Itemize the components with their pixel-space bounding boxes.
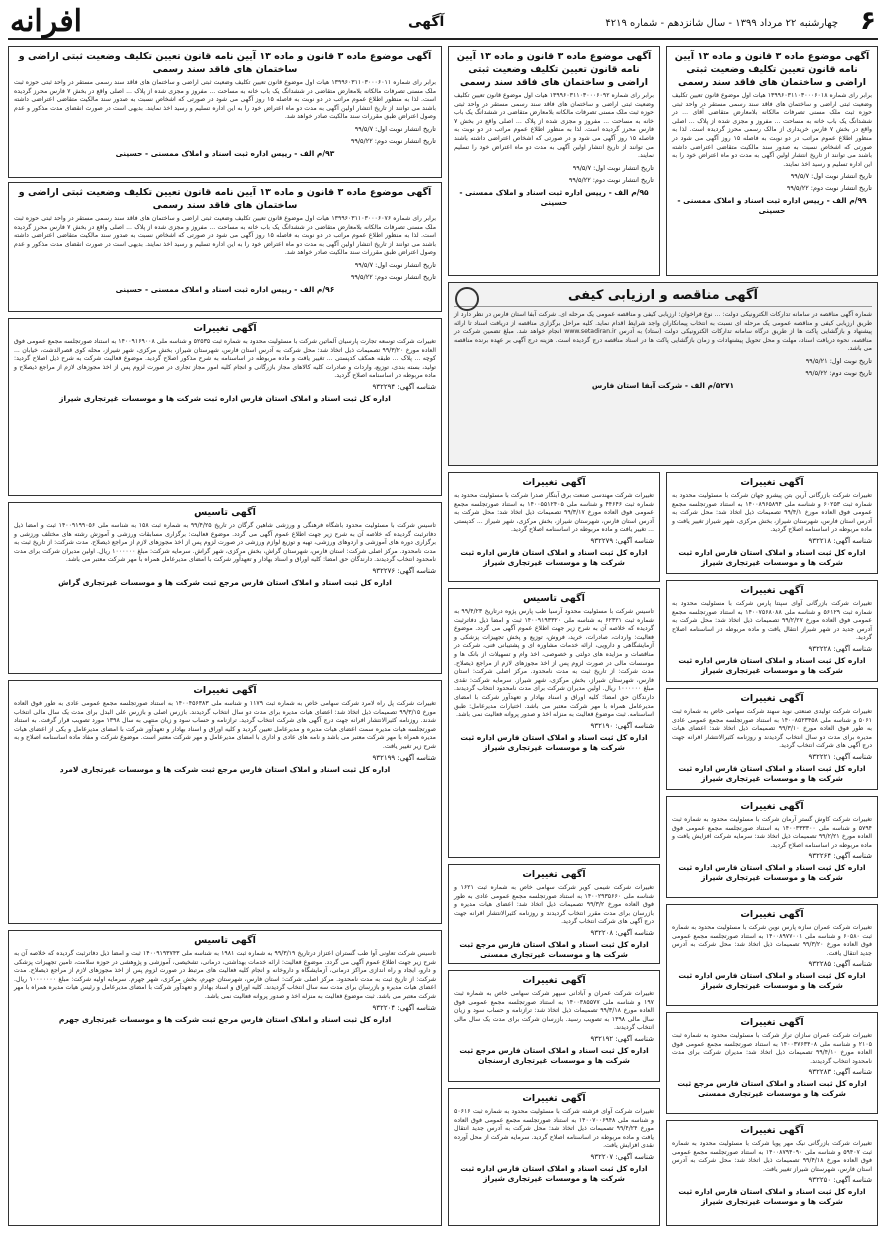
- ad-body: تاسیس شرکت با مسئولیت محدود آرسیا طب پارس پژوه درتاریخ ۹۹/۴/۲۳ به شماره ثبت ۶۲۳۲۱ به شناسه ملی ۱۴۰۰۹۱۹۳۳۲۰ ثبت و امضا ذیل دفاترثبت گردیده که خلاصه آن به شرح زیر جهت اطلاع عموم آگهی می گردد. موضوع فعالیت: واردات، صادرات، خرید، فروش، توزیع و پخش تجهیزات پزشکی و آزمایشگاهی و دارویی، ارائه خدمات مشاوره ای و پشتیبانی فنی، شرکت در مناقصات و مزایده های دولتی و خصوصی، اخذ وام و تسهیلات از بانک ها و موسسات مالی در صورت لزوم پس از اخذ مجوزهای لازم از مراجع ذیصلاح. مدت شرکت: از تاریخ ثبت به مدت نامحدود. مرکز اصلی شرکت: استان فارس، شهرستان شیراز، بخش مرکزی، شهر شیراز. سرمایه شرکت: نقدی مبلغ ۱۰۰۰۰۰۰ ریال. اولین مدیران شرکت برای مدت نامحدود انتخاب گردیدند. دارندگان حق امضا: کلیه اوراق و اسناد بهادار و تعهدآور شرکت با امضای مدیرعامل همراه با مهر شرکت معتبر می باشد. اختیارات مدیرعامل: طبق اساسنامه. ثبت موضوع فعالیت به منزله اخذ و صدور پروانه فعالیت نمی باشد.: [454, 608, 654, 719]
- ad-id: شناسه آگهی: ۹۳۲۲۶۴: [808, 852, 872, 861]
- section-title: آگهی: [408, 14, 445, 30]
- ad-b4: [8, 930, 442, 1226]
- ad-body: تغییرات شرکت بازرگانی آرین بتن پیشرو جهان شرکت با مسئولیت محدود به شماره ثبت ۶۰۲۵۳ و شناسه ملی ۱۴۰۰۸۹۶۵۸۹۴ به استناد صورتجلسه مجمع عمومی فوق العاده مورخ ۹۹/۴/۱ تصمیمات ذیل اتخاذ شد: محل شرکت به آدرس استان فارس، شهرستان شیراز، بخش مرکزی، شهر شیراز تغییر یافت و ماده مربوطه در اساسنامه اصلاح گردید.: [672, 492, 872, 534]
- ad-signature: ۹۵/م الف - رییس اداره ثبت اسناد و املاک ممسنی - حسینی: [459, 187, 649, 207]
- ad-tender: [448, 282, 878, 466]
- ad-signature: ۹۹/م الف - رییس اداره ثبت اسناد و املاک ممسنی - حسینی: [677, 196, 867, 216]
- ad-body: برابر رای شماره ۱۳۹۹۶۰۳۱۱۰۳۰۰۰۶۰۱۱ هیات اول موضوع قانون تعیین تکلیف وضعیت ثبتی اراضی و ساختمان های فاقد سند رسمی مستقر در واحد ثبتی حوزه ثبت ملک مسنی تصرفات مالکانه بلامعارض متقاضی در ششدانگ یک باب خانه به مساحت ... مفروز و مجزی شده از پلاک ... اصلی واقع در بخش ۷ فارس محرز گردیده است. لذا به منظور اطلاع عموم مراتب در دو نوبت به فاصله ۱۵ روز آگهی می شود در صورتی که اشخاص نسبت به صدور سند مالکیت متقاضی اعتراضی داشته باشند می توانند از تاریخ انتشار اولین آگهی به مدت دو ماه اعتراض خود را به این اداره تسلیم و رسید اخذ نمایند. بدیهی است در صورت انقضای مدت مذکور و عدم وصول اعتراض طبق مقررات سند مالکیت صادر خواهد شد.: [14, 79, 437, 121]
- ad-date-1: تاریخ انتشار نوبت اول: ۹۹/۵/۷: [354, 260, 436, 269]
- ad-body: تغییرات شرکت توسعه تجارت پارسیان آلماتین شرکت با مسئولیت محدود به شماره ثبت ۵۲۵۳۵ و شناسه ملی ۱۴۰۰۹۱۶۹۰۰۸ به استناد صورتجلسه مجمع عمومی فوق العاده مورخ ۹۹/۳/۲۰ تصمیمات ذیل اتخاذ شد: محل شرکت به آدرس استان فارس، شهرستان شیراز، بخش مرکزی، شهر شیراز، محله کوی قصرالدشت، خیابان ... کوچه ... پلاک ... طبقه همکف کدپستی ... تغییر یافت و ماده مربوطه در اساسنامه به شرح مذکور اصلاح گردید. موضوع فعالیت شرکت به شرح ذیل اصلاح گردید: تولید، بسته بندی، توزیع، واردات و صادرات کلیه کالاهای مجاز بازرگانی و انجام کلیه امور مجاز تجاری در صورت لزوم پس از اخذ مجوزهای لازم از مراجع ذیصلاح و ماده مربوطه در اساسنامه اصلاح گردید.: [14, 338, 436, 380]
- ad-signature: اداره کل ثبت اسناد و املاک استان فارس مرجع ثبت شرکت ها و موسسات غیرتجاری ممسنی: [677, 1079, 867, 1099]
- page-number: ۶: [860, 6, 876, 36]
- ad-title: آگهی تاسیس: [523, 593, 585, 604]
- ad-id: شناسه آگهی: ۹۳۲۲۹۴: [372, 382, 436, 391]
- ad-id: شناسه آگهی: ۹۳۲۲۵۰: [808, 1176, 872, 1185]
- tender-signature: ۵۲۷۱/م الف - شرکت آبفا استان فارس: [591, 380, 735, 390]
- ad-body: برابر رای شماره ۱۳۹۹۶۰۳۱۱۰۳۰۰۰۶۰۹۲ هیات اول موضوع قانون تعیین تکلیف وضعیت ثبتی اراضی و ساختمان های فاقد سند رسمی مستقر در واحد ثبتی حوزه ثبت ملک مسنی تصرفات مالکانه بلامعارض متقاضی در ششدانگ یک باب خانه به مساحت ... مفروز و مجزی شده از پلاک ... اصلی واقع در بخش ۷ فارس محرز گردیده است. لذا به منظور اطلاع عموم مراتب در دو نوبت به فاصله ۱۵ روز آگهی می شود و در صورتی که اشخاص اعتراضی داشته باشند می توانند از تاریخ انتشار اولین آگهی به مدت دو ماه اعتراض خود را تسلیم نمایند.: [454, 92, 654, 160]
- ad-a3: [8, 46, 442, 178]
- ad-title: آگهی موضوع ماده ۳ قانون و ماده ۱۳ آیین نامه قانون تعیین تکلیف وضعیت ثبتی اراضی و ساختمان های فاقد سند رسمی: [456, 51, 652, 88]
- ad-title: آگهی تغییرات: [740, 1017, 804, 1028]
- ad-title: آگهی تاسیس: [194, 507, 256, 518]
- tender-date-1: تاریخ نوبت اول: ۹۹/۵/۲۱: [805, 356, 872, 365]
- ad-signature: اداره کل ثبت اسناد و املاک استان فارس اداره ثبت شرکت ها و موسسات غیرتجاری شیراز: [59, 393, 391, 403]
- ad-title: آگهی موضوع ماده ۳ قانون و ماده ۱۳ آیین نامه قانون تعیین تکلیف وضعیت ثبتی اراضی و ساختمان های فاقد سند رسمی: [674, 51, 870, 88]
- ad-d6: [666, 1012, 878, 1114]
- tender-body: شماره آگهی مناقصه در سامانه تدارکات الکترونیکی دولت: ... نوع فراخوان: ارزیابی کیفی و مناقصه عمومی یک مرحله ای. شرکت آبفا استان فارس در نظر دارد از طریق ارزیابی کیفی و مناقصه عمومی یک مرحله ای نسبت به انتخاب پیمانکاران واجد شرایط اقدام نماید. کلیه مراحل برگزاری مناقصه از دریافت اسناد تا ارائه پیشنهاد و بازگشایی پاکت ها از طریق درگاه سامانه تدارکات الکترونیکی دولت (ستاد) به آدرس www.setadiran.ir انجام خواهد شد. مبلغ تضمین شرکت در مناقصه، نحوه دریافت اسناد، مهلت و محل تحویل پیشنهادات و زمان بازگشایی پاکت ها در اسناد مناقصه درج گردیده است. هزینه درج آگهی بر عهده برنده مناقصه می باشد.: [454, 311, 872, 353]
- ad-date-1: تاریخ انتشار نوبت اول: ۹۹/۵/۷: [354, 124, 436, 133]
- ad-signature: اداره کل ثبت اسناد و املاک استان فارس اداره ثبت شرکت ها و موسسات غیرتجاری شیراز: [678, 655, 866, 675]
- ad-d5: [666, 904, 878, 1006]
- ad-signature: اداره کل ثبت اسناد و املاک استان فارس اداره ثبت شرکت ها و موسسات غیرتجاری شیراز: [678, 763, 866, 783]
- ad-title: آگهی تغییرات: [740, 1125, 804, 1136]
- masthead: [8, 6, 878, 40]
- ad-d1: [666, 472, 878, 574]
- ad-signature: اداره کل ثبت اسناد و املاک استان فارس اداره ثبت شرکت ها و موسسات غیرتجاری شیراز: [678, 971, 866, 991]
- ad-id: شناسه آگهی: ۹۳۲۱۹۰: [590, 721, 654, 730]
- ad-body: تغییرات شرکت بازرگانی آوای سپنتا پارس شرکت با مسئولیت محدود به شماره ثبت ۵۶۱۲۹ و شناسه ملی ۱۴۰۰۷۵۶۸۰۸۸ به استناد صورتجلسه مجمع عمومی فوق العاده مورخ ۹۹/۲/۲۷ تصمیمات ذیل اتخاذ شد: محل شرکت به آدرس جدید در شهر شیراز انتقال یافت و ماده مربوطه در اساسنامه اصلاح گردید.: [672, 600, 872, 642]
- ad-body: تغییرات شرکت آوای فرشته شرکت با مسئولیت محدود به شماره ثبت ۵۰۶۱۶ و شناسه ملی ۱۴۰۰۷۰۰۶۹۴۸ به استناد صورتجلسه مجمع عمومی فوق العاده مورخ ۹۹/۴/۲۴ تصمیمات ذیل اتخاذ شد: محل شرکت به آدرس جدید انتقال یافت و ماده مربوطه در اساسنامه اصلاح گردید. سرمایه شرکت از محل آورده نقدی افزایش یافت.: [454, 1108, 654, 1150]
- ad-signature: اداره کل ثبت اسناد و املاک استان فارس مرجع ثبت شرکت ها و موسسات غیرتجاری ممسنی: [459, 939, 649, 959]
- ad-date-2: تاریخ انتشار نوبت دوم: ۹۹/۵/۲۲: [350, 136, 436, 145]
- ad-title: آگهی تغییرات: [522, 477, 586, 488]
- ad-title: آگهی موضوع ماده ۳ قانون و ماده ۱۳ آیین نامه قانون تعیین تکلیف وضعیت ثبتی اراضی و ساختمان های فاقد سند رسمی: [18, 187, 432, 211]
- ad-signature: اداره کل ثبت اسناد و املاک استان فارس مرجع ثبت شرکت ها و موسسات غیرتجاری گراش: [58, 577, 392, 587]
- tender-date-2: تاریخ نوبت دوم: ۹۹/۵/۲۲: [805, 368, 872, 377]
- ad-title: آگهی تغییرات: [740, 477, 804, 488]
- ad-b3: [8, 680, 442, 924]
- ad-title: آگهی تغییرات: [522, 869, 586, 880]
- ad-signature: اداره کل ثبت اسناد و املاک استان فارس اداره ثبت شرکت ها و موسسات غیرتجاری شیراز: [678, 863, 866, 883]
- ad-body: تغییرات شرکت پل راه لامرد شرکت سهامی خاص به شماره ثبت ۱۱۷۹ و شناسه ملی ۱۴۰۰۴۵۶۳۸۳ به استناد صورتجلسه مجمع عمومی عادی به طور فوق العاده مورخ ۹۹/۳/۱۵ تصمیمات ذیل اتخاذ شد: اعضای هیات مدیره برای مدت دو سال انتخاب گردیدند. بازرس اصلی و بازرس علی البدل برای مدت یک سال مالی انتخاب شدند. روزنامه کثیرالانتشار افرانه جهت درج آگهی های شرکت انتخاب گردید. ترازنامه و حساب سود و زیان منتهی به سال ۱۳۹۸ مورد تصویب قرار گرفت. به استناد صورتجلسه هیات مدیره سمت اعضای هیات مدیره و مدیرعامل تعیین گردید و کلیه اوراق و اسناد بهادار و تعهدآور شرکت با امضای مدیرعامل و یکی از اعضای هیات مدیره همراه با مهر شرکت معتبر می باشد و نامه های عادی و اداری با امضای مدیرعامل و مهر شرکت معتبر است. موضوع شرکت و مفاد ماده اساسنامه اصلاح و به شرح زیر تغییر یافت.: [14, 700, 436, 750]
- ad-d2: [666, 580, 878, 682]
- ad-c2: [448, 588, 660, 858]
- ad-body: تغییرات شرکت عمران و آبادانی سپهر شرکت سهامی خاص به شماره ثبت ۱۹۷ و شناسه ملی ۱۴۰۰۳۸۵۵۷۷ به استناد صورتجلسه مجمع عمومی فوق العاده مورخ ۹۹/۳/۱۸ تصمیمات ذیل اتخاذ شد: ترازنامه و حساب سود و زیان سال مالی ۱۳۹۸ به تصویب رسید. بازرسان شرکت برای مدت یک سال مالی انتخاب گردیدند.: [454, 990, 654, 1032]
- ad-title: آگهی تغییرات: [740, 693, 804, 704]
- ad-c3: [448, 864, 660, 964]
- ad-date-2: تاریخ انتشار نوبت دوم: ۹۹/۵/۲۲: [786, 184, 872, 193]
- ad-b1: [8, 318, 442, 496]
- ad-title: آگهی تغییرات: [522, 1093, 586, 1104]
- ad-id: شناسه آگهی: ۹۳۲۲۸۳: [808, 1068, 872, 1077]
- ad-id: شناسه آگهی: ۹۳۲۲۰۸: [590, 928, 654, 937]
- ad-d4: [666, 796, 878, 898]
- ad-id: شناسه آگهی: ۹۳۲۱۹۲: [590, 1034, 654, 1043]
- ad-title: آگهی تغییرات: [740, 585, 804, 596]
- ad-title: آگهی تغییرات: [193, 685, 257, 696]
- ad-signature: اداره کل ثبت اسناد و املاک استان فارس اداره ثبت شرکت ها و موسسات غیرتجاری شیراز: [460, 732, 648, 752]
- ad-id: شناسه آگهی: ۹۳۲۲۲۸: [808, 644, 872, 653]
- ad-body: تغییرات شرکت مهندسی صنعت برق آبنگار صدرا شرکت با مسئولیت محدود به شماره ثبت ۴۴۶۴۶ و شناسه ملی ۱۴۰۰۵۵۱۲۴۰۵ به استناد صورتجلسه مجمع عمومی فوق العاده مورخ ۹۹/۳/۱۷ تصمیمات ذیل اتخاذ شد: محل شرکت به آدرس استان فارس، شهرستان شیراز، بخش مرکزی، شهر شیراز ... کدپستی ... تغییر یافت و ماده مربوطه در اساسنامه اصلاح گردید.: [454, 492, 654, 534]
- ad-id: شناسه آگهی: ۹۳۲۲۰۷: [590, 1152, 654, 1161]
- ad-signature: اداره کل ثبت اسناد و املاک استان فارس اداره ثبت شرکت ها و موسسات غیرتجاری شیراز: [678, 1187, 866, 1207]
- tender-title: آگهی مناقصه و ارزیابی کیفی: [454, 286, 872, 307]
- ad-signature: اداره کل ثبت اسناد و املاک استان فارس اداره ثبت شرکت ها و موسسات غیرتجاری شیراز: [460, 547, 648, 567]
- ad-signature: اداره کل ثبت اسناد و املاک استان فارس مرجع ثبت شرکت ها و موسسات غیرتجاری ارسنجان: [459, 1045, 649, 1065]
- ad-signature: اداره کل ثبت اسناد و املاک استان فارس اداره ثبت شرکت ها و موسسات غیرتجاری شیراز: [678, 547, 866, 567]
- ad-id: شناسه آگهی: ۹۳۲۲۲۱: [808, 752, 872, 761]
- ad-c5: [448, 1088, 660, 1226]
- ad-title: آگهی تغییرات: [740, 909, 804, 920]
- ad-body: تغییرات شرکت عمران سازه پارس نوین شرکت با مسئولیت محدود به شماره ثبت ۶۰۵۸۰ و شناسه ملی ۱۴۰۰۸۹۷۷۰۰۱ به استناد صورتجلسه مجمع عمومی فوق العاده مورخ ۹۹/۳/۲۰ تصمیمات ذیل اتخاذ شد: محل شرکت به آدرس جدید انتقال یافت.: [672, 924, 872, 957]
- ad-signature: اداره کل ثبت اسناد و املاک استان فارس مرجع ثبت شرکت ها و موسسات غیرتجاری جهرم: [58, 1014, 392, 1024]
- ad-body: برابر رای شماره ۱۳۹۹۶۰۳۱۱۰۳۰۰۰۶۰۷۶ هیات اول موضوع قانون تعیین تکلیف وضعیت ثبتی اراضی و ساختمان های فاقد سند رسمی مستقر در واحد ثبتی حوزه ثبت ملک مسنی تصرفات مالکانه بلامعارض متقاضی در ششدانگ یک باب خانه به مساحت ... مفروز و مجزی شده از پلاک ... اصلی واقع در بخش ۷ فارس محرز گردیده است. لذا به منظور اطلاع عموم مراتب در دو نوبت به فاصله ۱۵ روز آگهی می شود در صورتی که اشخاص نسبت به صدور سند مالکیت متقاضی اعتراضی داشته باشند می توانند از تاریخ انتشار اولین آگهی به مدت دو ماه اعتراض خود را به این اداره تسلیم و رسید اخذ نمایند. بدیهی است در صورت انقضای مدت مذکور و عدم وصول اعتراض طبق مقررات سند مالکیت صادر خواهد شد.: [14, 215, 437, 257]
- ad-id: شناسه آگهی: ۹۳۲۲۰۴: [372, 1003, 436, 1012]
- ad-title: آگهی موضوع ماده ۳ قانون و ماده ۱۳ آیین نامه قانون تعیین تکلیف وضعیت ثبتی اراضی و ساختمان های فاقد سند رسمی: [18, 51, 432, 75]
- dateline: چهارشنبه ۲۲ مرداد ۱۳۹۹ - سال شانزدهم - شماره ۴۲۱۹: [605, 18, 838, 29]
- ad-date-2: تاریخ انتشار نوبت دوم: ۹۹/۵/۲۲: [350, 272, 436, 281]
- newspaper-logo: افرانه: [10, 4, 82, 39]
- ad-d3: [666, 688, 878, 790]
- company-logo-icon: [455, 287, 479, 311]
- ad-id: شناسه آگهی: ۹۳۲۲۷۶: [372, 566, 436, 575]
- ad-body: تغییرات شرکت کاوش گستر آرمان شرکت با مسئولیت محدود به شماره ثبت ۵۷۹۴ و شناسه ملی ۱۴۰۰۳۳۳۳۰۰ به استناد صورتجلسه مجمع عمومی فوق العاده مورخ ۹۹/۲/۲۱ تصمیمات ذیل اتخاذ شد: سرمایه شرکت افزایش یافت و ماده مربوطه در اساسنامه اصلاح گردید.: [672, 816, 872, 849]
- ad-d7: [666, 1120, 878, 1226]
- ad-title: آگهی تغییرات: [522, 975, 586, 986]
- ad-id: شناسه آگهی: ۹۳۲۲۷۹: [590, 536, 654, 545]
- ad-a4: [8, 182, 442, 312]
- ad-body: تاسیس شرکت تعاونی آوا طب گستران اعتزاز درتاریخ ۹۹/۳/۱۹ به شماره ثبت ۱۹۸۱ به شناسه ملی ۱۴۰۰۹۱۹۳۷۴۳ ثبت و امضا ذیل دفاترثبت گردیده که خلاصه آن به شرح زیر جهت اطلاع عموم آگهی می گردد. موضوع فعالیت: ارائه خدمات بهداشتی، درمانی، تشخیصی، آموزشی و پژوهشی در حوزه سلامت، تامین تجهیزات پزشکی و دارو، ایجاد و راه اندازی مراکز درمانی، آزمایشگاه و داروخانه و انجام کلیه فعالیت های مرتبط در صورت لزوم پس از اخذ مجوزهای لازم از مراجع ذیصلاح. مدت شرکت: از تاریخ ثبت به مدت نامحدود. مرکز اصلی شرکت: استان فارس، شهرستان جهرم، بخش مرکزی، شهر جهرم. سرمایه اولیه شرکت: مبلغ ۱۰۰۰۰۰۰۰ ریال. اعضای هیات مدیره و بازرسان برای مدت سه سال انتخاب گردیدند. کلیه اوراق و اسناد بهادار و تعهدآور شرکت با امضای مدیرعامل و رئیس هیات مدیره همراه با مهر شرکت معتبر می باشد. ثبت موضوع فعالیت به منزله اخذ و صدور پروانه فعالیت نمی باشد.: [14, 950, 436, 1000]
- ad-title: آگهی تغییرات: [740, 801, 804, 812]
- ad-id: شناسه آگهی: ۹۳۲۱۹۹: [372, 753, 436, 762]
- ad-b2: [8, 502, 442, 674]
- ad-a2: [448, 46, 660, 276]
- newspaper-page: [8, 6, 878, 1228]
- ad-c4: [448, 970, 660, 1082]
- ad-body: تغییرات شرکت بازرگانی نیک مهر پویا شرکت با مسئولیت محدود به شماره ثبت ۵۹۴۰۷ و شناسه ملی ۱۴۰۰۸۷۹۴۰۹۰ به استناد صورتجلسه مجمع عمومی فوق العاده مورخ ۹۹/۴/۱۸ تصمیمات ذیل اتخاذ شد: محل شرکت به آدرس استان فارس، شهرستان شیراز تغییر یافت.: [672, 1140, 872, 1173]
- ad-c1: [448, 472, 660, 582]
- ad-date-1: تاریخ انتشار نوبت اول: ۹۹/۵/۷: [572, 163, 654, 172]
- ad-body: تاسیس شرکت با مسئولیت محدود باشگاه فرهنگی و ورزشی شاهین گرگان در تاریخ ۹۹/۴/۲۵ به شماره ثبت ۱۵۸ به شناسه ملی ۱۴۰۰۹۱۹۹۰۵۶ ثبت و امضا ذیل دفاترثبت گردیده که خلاصه آن به شرح زیر جهت اطلاع عموم آگهی می گردد. موضوع فعالیت: برگزاری مسابقات ورزشی و آموزش رشته های مختلف ورزشی و برگزاری دوره های آموزشی و اردوهای ورزشی، تهیه و توزیع لوازم ورزشی در صورت لزوم پس از اخذ مجوزهای لازم از مراجع ذیصلاح. مدت شرکت: از تاریخ ثبت به مدت نامحدود. مرکز اصلی شرکت: استان فارس، شهرستان گراش، بخش مرکزی، شهر گراش. سرمایه شرکت: مبلغ ۱۰۰۰۰۰۰ ریال. اولین مدیران شرکت برای مدت نامحدود انتخاب گردیدند. دارندگان حق امضا: کلیه اوراق و اسناد بهادار و تعهدآور شرکت با امضای مدیرعامل همراه با مهر شرکت معتبر می باشد.: [14, 522, 437, 564]
- ad-id: شناسه آگهی: ۹۳۲۲۸۵: [808, 960, 872, 969]
- ad-date-2: تاریخ انتشار نوبت دوم: ۹۹/۵/۲۲: [568, 175, 654, 184]
- ad-date-1: تاریخ انتشار نوبت اول: ۹۹/۵/۷: [790, 172, 872, 181]
- ad-body: تغییرات شرکت عمران سازان تراز شرکت با مسئولیت محدود به شماره ثبت ۲۱۰۵ و شناسه ملی ۱۴۰۰۳۷۶۳۴۰۸ به استناد صورتجلسه مجمع عمومی فوق العاده مورخ ۹۹/۴/۱۰ تصمیمات ذیل اتخاذ شد: مدیران شرکت برای مدت نامحدود انتخاب گردیدند.: [672, 1032, 872, 1065]
- ad-title: آگهی تاسیس: [194, 935, 256, 946]
- ad-signature: اداره کل ثبت اسناد و املاک استان فارس اداره ثبت شرکت ها و موسسات غیرتجاری شیراز: [460, 1163, 648, 1183]
- ad-a1: [666, 46, 878, 276]
- ad-id: شناسه آگهی: ۹۳۲۲۱۸: [808, 536, 872, 545]
- ad-body: برابر رای شماره ۱۳۹۹۶۰۳۱۱۰۳۰۰۰۶۰۱۸ هیات اول موضوع قانون تعیین تکلیف وضعیت ثبتی اراضی و ساختمان های فاقد سند رسمی مستقر در واحد ثبتی حوزه ثبت ملک مسنی تصرفات مالکانه بلامعارض متقاضی آقای ... در ششدانگ یک باب خانه به مساحت ... مفروز و مجزی شده از پلاک ... اصلی واقع در بخش ۷ فارس خریداری از مالک رسمی محرز گردیده است. لذا به منظور اطلاع عموم مراتب در دو نوبت به فاصله ۱۵ روز آگهی می شود در صورتی که اشخاص نسبت به صدور سند مالکیت متقاضی اعتراضی داشته باشند می توانند از تاریخ انتشار اولین آگهی به مدت دو ماه اعتراض خود را به این اداره تسلیم و رسید اخذ نمایند.: [672, 92, 872, 168]
- ad-body: تغییرات شرکت تولیدی صنعتی نوید سهند شرکت سهامی خاص به شماره ثبت ۵۰۶۱ و شناسه ملی ۱۴۰۰۸۵۲۳۴۵۸ به استناد صورتجلسه مجمع عمومی عادی به طور فوق العاده مورخ ۹۹/۳/۱۰ تصمیمات ذیل اتخاذ شد: اعضای هیات مدیره برای مدت دو سال انتخاب گردیدند و روزنامه کثیرالانتشار افرانه جهت درج آگهی های شرکت انتخاب گردید.: [672, 708, 872, 750]
- ad-title: آگهی تغییرات: [193, 323, 257, 334]
- ad-signature: ۹۶/م الف - رییس اداره ثبت اسناد و املاک ممسنی - حسینی: [115, 284, 335, 294]
- ad-signature: ۹۳/م الف - رییس اداره ثبت اسناد و املاک ممسنی - حسینی: [115, 148, 335, 158]
- ad-body: تغییرات شرکت شیمی کویر شرکت سهامی خاص به شماره ثبت ۱۶۲۱ و شناسه ملی ۱۴۰۰۲۹۳۵۶۶۰ به استناد صورتجلسه مجمع عمومی عادی به طور فوق العاده مورخ ۹۹/۳/۲ تصمیمات ذیل اتخاذ شد: اعضای هیات مدیره و بازرسان برای مدت مقرر انتخاب گردیدند و روزنامه کثیرالانتشار افرانه جهت درج آگهی های شرکت انتخاب گردید.: [454, 884, 654, 926]
- ad-signature: اداره کل ثبت اسناد و املاک استان فارس مرجع ثبت شرکت ها و موسسات غیرتجاری لامرد: [59, 764, 391, 774]
